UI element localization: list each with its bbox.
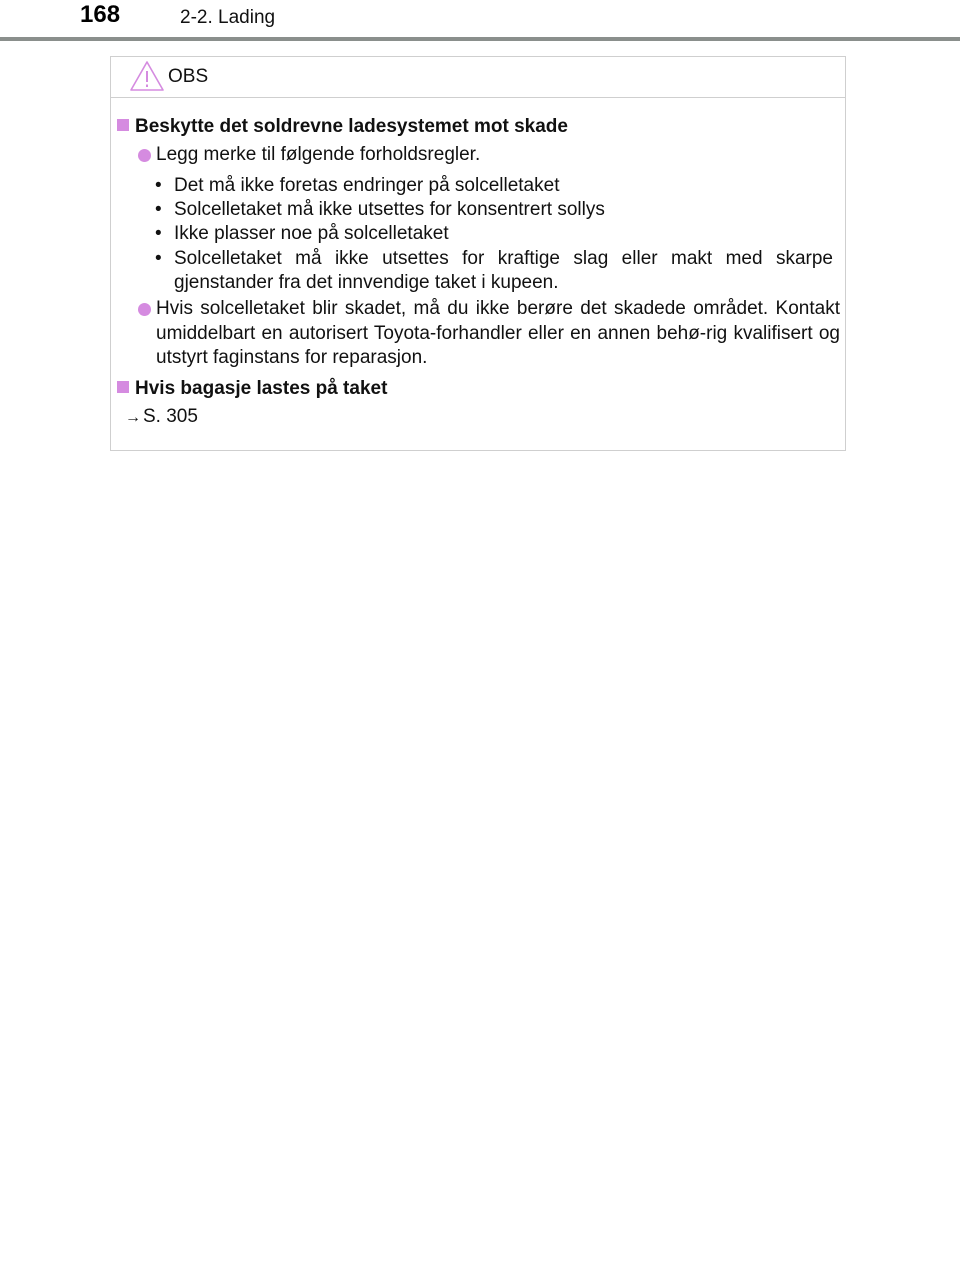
- list-item: [137, 297, 840, 371]
- section-heading: [117, 116, 568, 138]
- precaution-list: [155, 174, 833, 295]
- list-item: [137, 143, 840, 168]
- precaution-item: • Solcelletaket må ikke utsettes for kraftige slag eller makt med skarpe gjenstander fra det innvendige taket i kupeen.: [155, 247, 833, 293]
- page-number: 168: [80, 1, 121, 28]
- precaution-item-text: Solcelletaket må ikke utsettes for kraftige slag eller makt med skarpe gjenstander fra det innvendige taket i kupeen.: [174, 247, 833, 293]
- section-heading: [117, 378, 387, 400]
- arrow-right-icon: →: [125, 409, 141, 426]
- square-bullet-icon: [117, 381, 129, 393]
- precaution-item-text: Solcelletaket må ikke utsettes for konsentrert sollys: [174, 199, 605, 221]
- section-title: 2-2. Lading: [180, 7, 276, 28]
- warning-triangle-icon: [129, 60, 165, 92]
- notice-label: OBS: [168, 66, 209, 87]
- circle-bullet-icon: [138, 303, 151, 316]
- precaution-item: • Solcelletaket må ikke utsettes for konsentrert sollys: [155, 199, 605, 221]
- notice-header: [111, 57, 845, 98]
- section-heading-text: Beskytte det soldrevne ladesystemet mot skade: [135, 116, 568, 137]
- list-item-text: Legg merke til følgende forholdsregler.: [156, 144, 481, 165]
- list-item-text: Hvis solcelletaket blir skadet, må du ikke berøre det skadede området. Kontakt umiddelbart en autorisert Toyota-forhandler eller en annen behø-rig kvalifisert og utstyrt faginstans for reparasjon.: [156, 298, 840, 368]
- section-heading-text: Hvis bagasje lastes på taket: [135, 378, 388, 399]
- circle-bullet-icon: [138, 149, 151, 162]
- precaution-item: • Ikke plasser noe på solcelletaket: [155, 223, 449, 245]
- page-reference[interactable]: [125, 406, 198, 428]
- square-bullet-icon: [117, 119, 129, 131]
- header-rule: [0, 37, 960, 41]
- page-header: [0, 0, 960, 42]
- precaution-item-text: Det må ikke foretas endringer på solcelletaket: [174, 175, 560, 196]
- page-reference-text: S. 305: [143, 406, 198, 427]
- precaution-item-text: Ikke plasser noe på solcelletaket: [174, 223, 449, 245]
- notice-box: [110, 56, 846, 451]
- precaution-item: • Det må ikke foretas endringer på solcelletaket: [155, 175, 560, 196]
